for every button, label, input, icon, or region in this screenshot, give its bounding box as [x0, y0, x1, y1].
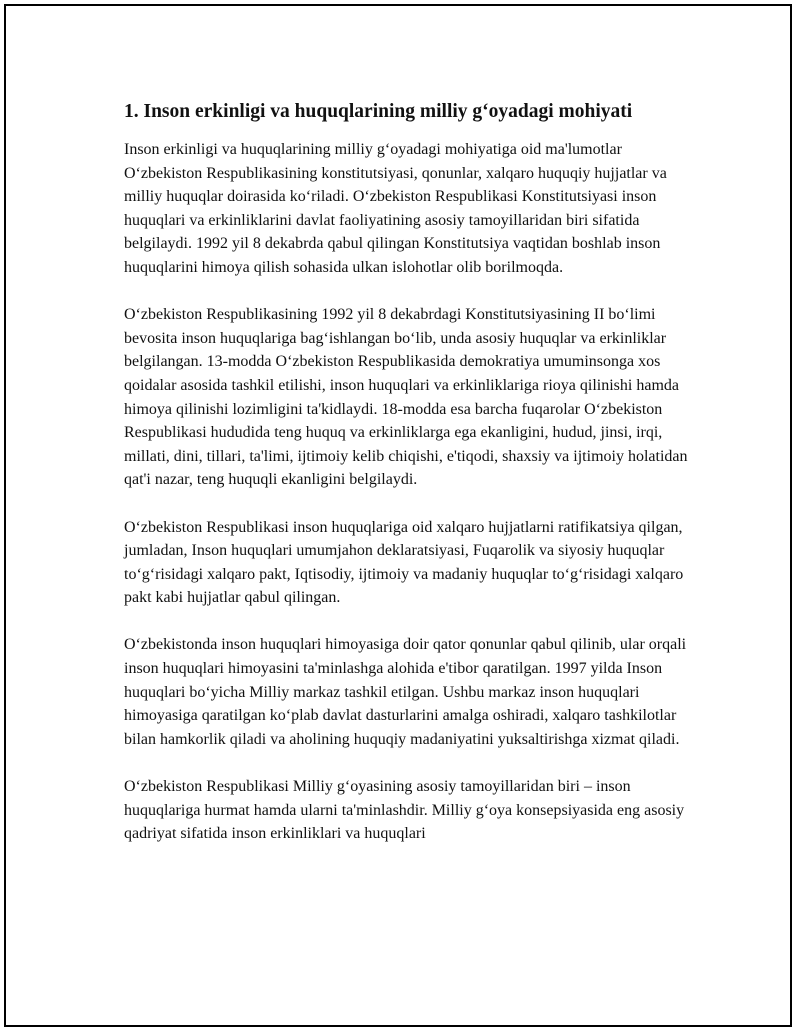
- paragraph-international: O‘zbekiston Respublikasi inson huquqlariga oid xalqaro hujjatlarni ratifikatsiya qilgan, jumladan, Inson huquqlari umumjahon deklaratsiyasi, Fuqarolik va siyosiy huquqlar to‘g‘risidagi xalqaro pakt, Iqtisodiy, ijtimoiy va madaniy huquqlar to‘g‘risidagi xalqaro pakt kabi hujjatlar qabul qilingan.: [124, 518, 684, 607]
- page-frame: [4, 4, 792, 1027]
- section-heading: 1. Inson erkinligi va huquqlarining milliy g‘oyadagi mohiyati: [124, 101, 633, 122]
- paragraph-constitution: O‘zbekiston Respublikasining 1992 yil 8 dekabrdagi Konstitutsiyasining II bo‘limi bevosita inson huquqlariga bag‘ishlangan bo‘lib, unda asosiy huquqlar va erkinliklar belgilangan. 13-modda O‘zbekiston Respublikasida demokratiya umuminsonga xos qoidalar asosida tashkil etilishi, inson huquqlari va erkinliklariga rioya qilinishi hamda himoya qilinishi lozimligini ta'kidlaydi. 18-modda esa barcha fuqarolar O‘zbekiston Respublikasi hududida teng huquq va erkinliklarga ega ekanligini, hudud, jinsi, irqi, millati, dini, tillari, ta'limi, ijtimoiy kelib chiqishi, e'tiqodi, shaxsiy va ijtimoiy holatidan qat'i nazar, teng huquqli ekanligini belgilaydi.: [124, 306, 688, 489]
- paragraph-national-idea: O‘zbekiston Respublikasi Milliy g‘oyasining asosiy tamoyillaridan biri – inson huquqlariga hurmat hamda ularni ta'minlashdir. Milliy g‘oya konsepsiyasida eng asosiy qadriyat sifatida inson erkinliklari va huquqlari: [124, 778, 685, 843]
- paragraph-national-center: O‘zbekistonda inson huquqlari himoyasiga doir qator qonunlar qabul qilinib, ular orqali inson huquqlari himoyasini ta'minlashga alohida e'tibor qaratilgan. 1997 yilda Inson huquqlari bo‘yicha Milliy markaz tashkil etilgan. Ushbu markaz inson huquqlari himoyasiga qaratilgan ko‘plab davlat dasturlarini amalga oshiradi, xalqaro tashkilotlar bilan hamkorlik qiladi va aholining huquqiy madaniyatini yuksaltirishga xizmat qiladi.: [124, 636, 687, 748]
- paragraph-intro: Inson erkinligi va huquqlarining milliy g‘oyadagi mohiyatiga oid ma'lumotlar O‘zbekiston Respublikasining konstitutsiyasi, qonunlar, xalqaro huquqiy hujjatlar va milliy huquqlar doirasida ko‘riladi. O‘zbekiston Respublikasi Konstitutsiyasi inson huquqlari va erkinliklarini davlat faoliyatining asosiy tamoyillaridan biri sifatida belgilaydi. 1992 yil 8 dekabrda qabul qilingan Konstitutsiya vaqtidan boshlab inson huquqlarini himoya qilish sohasida ulkan islohotlar olib borilmoqda.: [124, 141, 667, 276]
- document-body: [124, 99, 696, 846]
